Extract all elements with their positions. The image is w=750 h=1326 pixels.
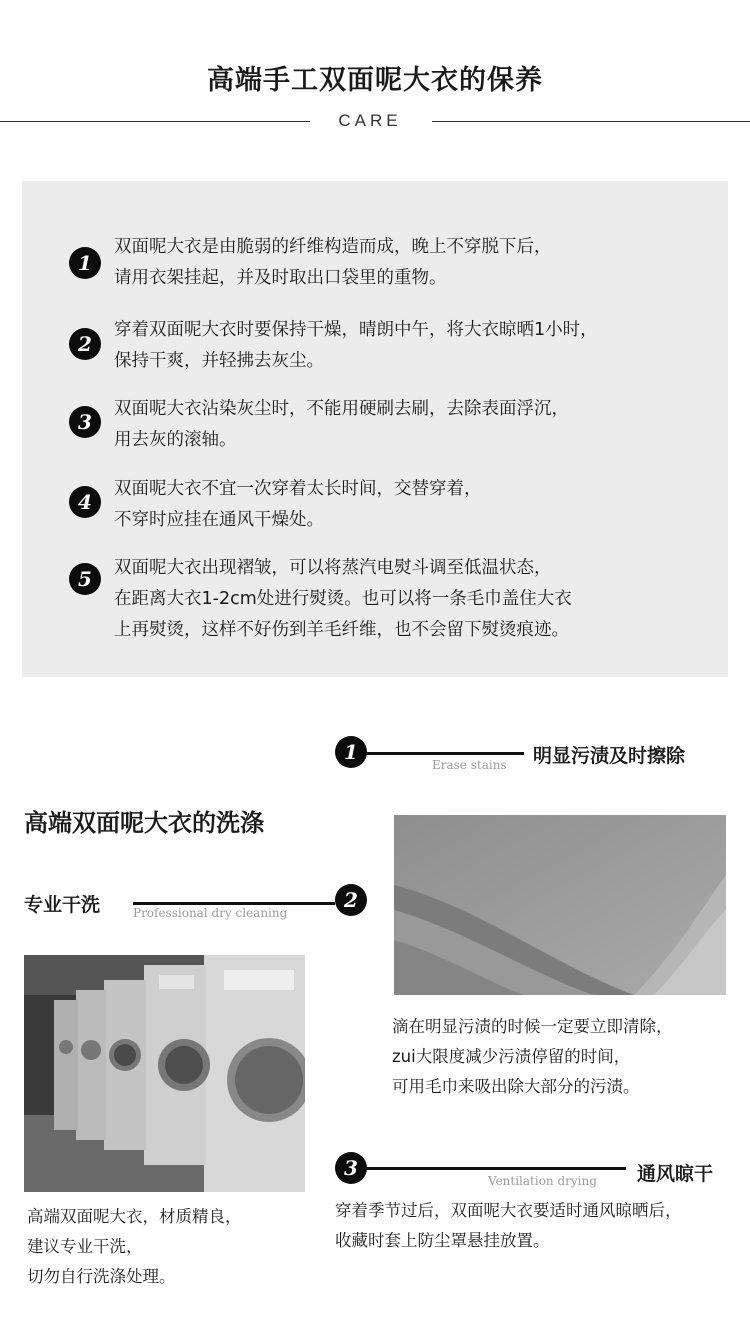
page-title: 高端手工双面呢大衣的保养 xyxy=(207,65,543,96)
care-tip-line: 双面呢大衣沾染灰尘时，不能用硬刷去刷，去除表面浮沉， xyxy=(114,399,569,419)
step-2-description xyxy=(27,1202,242,1292)
step-1-title: 明显污渍及时擦除 xyxy=(533,745,686,767)
step-3-line xyxy=(366,1167,626,1170)
step-1-line-text: 滴在明显污渍的时候一定要立即清除， xyxy=(392,1017,673,1036)
step-1-english: Erase stains xyxy=(432,758,507,772)
number-1-badge: 1 xyxy=(69,247,101,279)
step-3-description xyxy=(335,1196,682,1256)
step-3-title: 通风晾干 xyxy=(637,1163,714,1185)
laundry-machines-image xyxy=(24,955,305,1192)
step-1-badge: 1 xyxy=(335,736,367,768)
care-tip-line: 请用衣架挂起，并及时取出口袋里的重物。 xyxy=(114,268,447,288)
care-tip-text xyxy=(114,232,552,294)
care-tips-panel xyxy=(22,181,728,677)
fabric-image xyxy=(394,815,726,995)
care-tip-text xyxy=(114,474,482,536)
number-3-badge: 3 xyxy=(69,406,101,438)
washing-section-title: 高端双面呢大衣的洗涤 xyxy=(24,809,264,837)
care-tip-line: 保持干爽，并轻拂去灰尘。 xyxy=(114,351,324,371)
care-tip-line: 双面呢大衣不宜一次穿着太长时间，交替穿着， xyxy=(114,479,482,499)
step-2-line-text: 建议专业干洗， xyxy=(27,1237,143,1256)
step-1-line xyxy=(366,752,524,755)
step-2-line-text: 高端双面呢大衣，材质精良， xyxy=(27,1207,242,1226)
care-tip-text xyxy=(114,315,598,377)
step-3-badge: 3 xyxy=(335,1152,367,1184)
care-divider-right xyxy=(432,121,750,122)
care-tip-line: 双面呢大衣出现褶皱，可以将蒸汽电熨斗调至低温状态， xyxy=(114,558,552,578)
fabric-photo xyxy=(394,815,726,995)
care-tip-line: 穿着双面呢大衣时要保持干燥，晴朗中午，将大衣晾晒1小时， xyxy=(114,320,598,340)
care-label: CARE xyxy=(338,111,402,130)
step-1-line-text: zui大限度减少污渍停留的时间， xyxy=(392,1047,631,1066)
care-tip-text xyxy=(114,553,572,646)
number-5-badge: 5 xyxy=(69,563,101,595)
step-2-title: 专业干洗 xyxy=(24,894,101,916)
dryer-photo xyxy=(24,955,305,1192)
step-1-description xyxy=(392,1012,673,1102)
step-3-english: Ventilation drying xyxy=(488,1174,597,1188)
step-2-badge: 2 xyxy=(335,884,367,916)
step-1-line-text: 可用毛巾来吸出除大部分的污渍。 xyxy=(392,1077,640,1096)
care-tip-line: 双面呢大衣是由脆弱的纤维构造而成，晚上不穿脱下后， xyxy=(114,237,552,257)
step-3-line-text: 穿着季节过后，双面呢大衣要适时通风晾晒后， xyxy=(335,1201,682,1220)
step-2-line xyxy=(133,902,335,905)
step-3-line-text: 收藏时套上防尘罩悬挂放置。 xyxy=(335,1231,550,1250)
care-tip-line: 用去灰的滚轴。 xyxy=(114,430,237,450)
care-divider-left xyxy=(0,121,310,122)
step-2-line-text: 切勿自行洗涤处理。 xyxy=(27,1267,176,1286)
number-4-badge: 4 xyxy=(69,486,101,518)
care-tip-line: 在距离大衣1-2cm处进行熨烫。也可以将一条毛巾盖住大衣 xyxy=(114,589,572,609)
number-2-badge: 2 xyxy=(69,328,101,360)
care-tip-text xyxy=(114,394,569,456)
step-2-english: Professional dry cleaning xyxy=(133,906,288,920)
care-tip-line: 不穿时应挂在通风干燥处。 xyxy=(114,510,324,530)
care-tip-line: 上再熨烫，这样不好伤到羊毛纤维，也不会留下熨烫痕迹。 xyxy=(114,620,569,640)
